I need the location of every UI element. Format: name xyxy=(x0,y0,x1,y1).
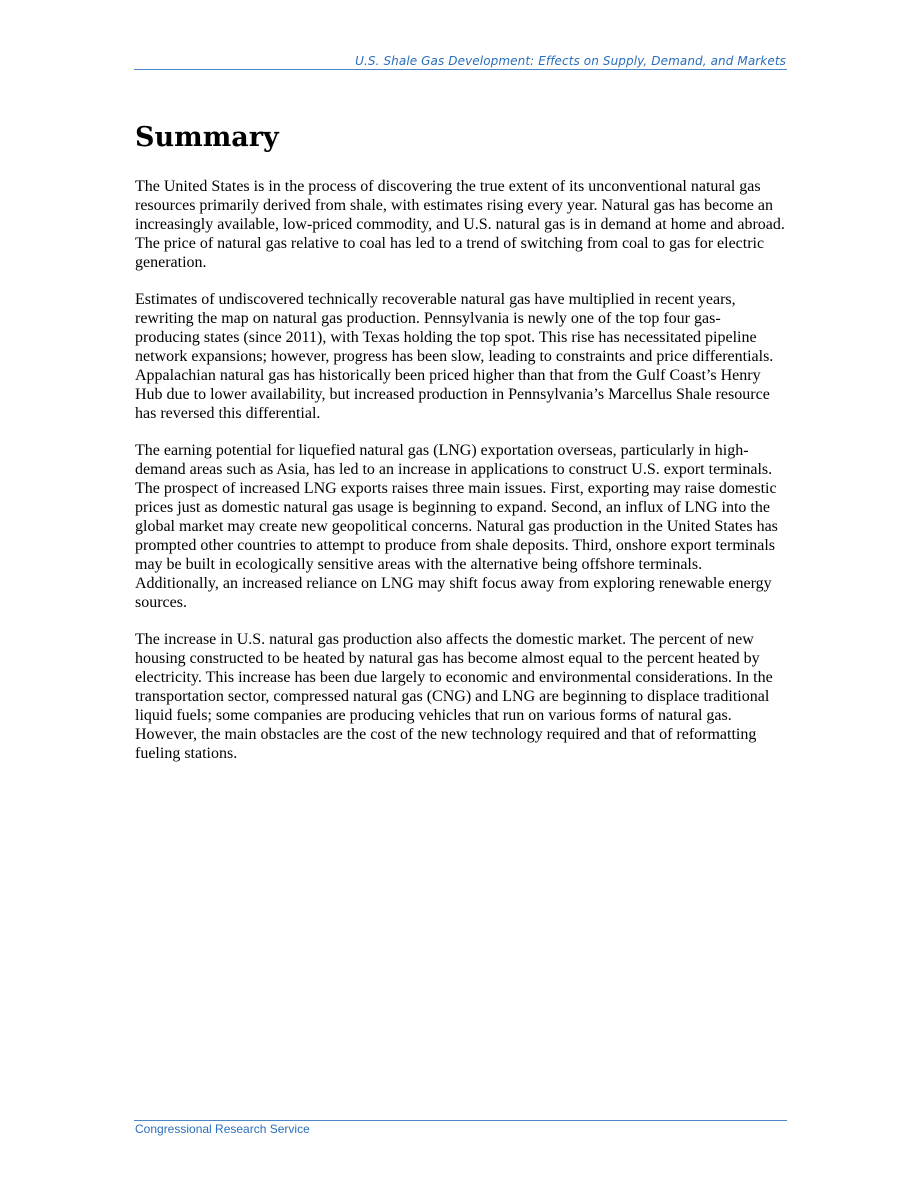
summary-body xyxy=(135,177,785,781)
summary-paragraph-3: The earning potential for liquefied natural gas (LNG) exportation overseas, particularly in high-demand areas such as Asia, has led to an increase in applications to construct U.S. export terminals. The prospect of increased LNG exports raises three main issues. First, exporting may raise domestic prices just as domestic natural gas usage is beginning to expand. Second, an influx of LNG into the global market may create new geopolitical concerns. Natural gas production in the United States has prompted other countries to attempt to produce from shale deposits. Third, onshore export terminals may be built in ecologically sensitive areas with the alternative being offshore terminals. Additionally, an increased reliance on LNG may shift focus away from exploring renewable energy sources. xyxy=(135,442,778,611)
header-divider xyxy=(134,69,787,70)
summary-paragraph-4: The increase in U.S. natural gas production also affects the domestic market. The percent of new housing constructed to be heated by natural gas has become almost equal to the percent heated by electricity. This increase has been due largely to economic and environmental considerations. In the transportation sector, compressed natural gas (CNG) and LNG are beginning to displace traditional liquid fuels; some companies are producing vehicles that run on various forms of natural gas. However, the main obstacles are the cost of the new technology required and that of reformatting fueling stations. xyxy=(135,631,773,762)
footer-divider xyxy=(134,1120,787,1121)
section-title: Summary xyxy=(135,122,279,153)
summary-paragraph-2: Estimates of undiscovered technically recoverable natural gas have multiplied in recent years, rewriting the map on natural gas production. Pennsylvania is newly one of the top four gas-producing states (since 2011), with Texas holding the top spot. This rise has necessitated pipeline network expansions; however, progress has been slow, leading to constraints and price differentials. Appalachian natural gas has historically been priced higher than that from the Gulf Coast’s Henry Hub due to lower availability, but increased production in Pennsylvania’s Marcellus Shale resource has reversed this differential. xyxy=(135,291,774,422)
summary-paragraph-1: The United States is in the process of discovering the true extent of its unconventional natural gas resources primarily derived from shale, with estimates rising every year. Natural gas has become an increasingly available, low-priced commodity, and U.S. natural gas is in demand at home and abroad. The price of natural gas relative to coal has led to a trend of switching from coal to gas for electric generation. xyxy=(135,178,785,271)
running-header-title: U.S. Shale Gas Development: Effects on Supply, Demand, and Markets xyxy=(355,54,786,68)
footer-organization: Congressional Research Service xyxy=(135,1122,310,1136)
